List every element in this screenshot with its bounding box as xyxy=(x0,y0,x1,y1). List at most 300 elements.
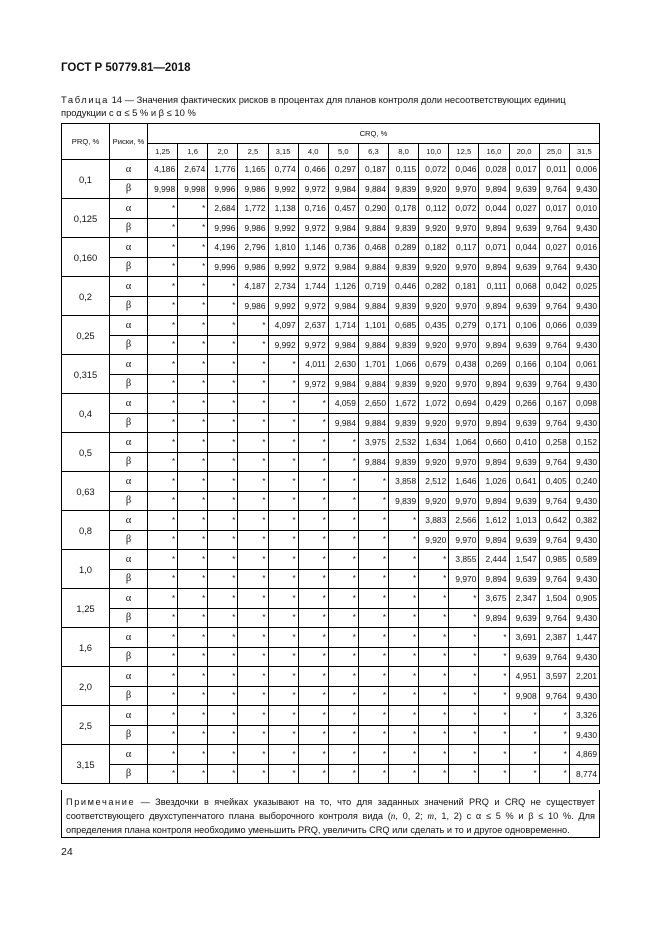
table-cell: 9,839 xyxy=(389,374,419,394)
table-cell: 9,920 xyxy=(419,491,449,511)
table-cell: 9,970 xyxy=(449,257,479,277)
table-cell: * xyxy=(208,374,238,394)
table-cell: * xyxy=(358,706,388,726)
table-cell: 9,920 xyxy=(419,335,449,355)
table-cell: 9,970 xyxy=(449,335,479,355)
table-cell: 9,992 xyxy=(268,257,298,277)
table-cell: * xyxy=(178,686,208,706)
table-cell: * xyxy=(148,764,178,784)
table-row xyxy=(62,179,600,199)
table-cell: * xyxy=(298,725,328,745)
table-cell: * xyxy=(208,745,238,765)
table-cell: * xyxy=(389,628,419,648)
table-cell: * xyxy=(148,706,178,726)
table-cell: 1,714 xyxy=(328,316,358,336)
table-cell: 2,512 xyxy=(419,472,449,492)
table-cell: 0,258 xyxy=(539,433,569,453)
table-cell: 3,975 xyxy=(358,433,388,453)
table-cell: 9,430 xyxy=(569,413,599,433)
beta-symbol: β xyxy=(110,257,148,277)
table-cell: 0,112 xyxy=(419,199,449,219)
table-cell: 0,290 xyxy=(358,199,388,219)
table-cell: * xyxy=(358,628,388,648)
table-cell: * xyxy=(238,686,268,706)
table-cell: 1,744 xyxy=(298,277,328,297)
table-cell: * xyxy=(328,569,358,589)
table-cell: * xyxy=(509,764,539,784)
table-cell: * xyxy=(389,589,419,609)
table-cell: 9,764 xyxy=(539,218,569,238)
table-cell: 0,435 xyxy=(419,316,449,336)
table-cell: * xyxy=(419,667,449,687)
table-cell: * xyxy=(208,550,238,570)
table-cell: * xyxy=(268,355,298,375)
table-cell: * xyxy=(148,199,178,219)
table-cell: * xyxy=(298,764,328,784)
table-cell: * xyxy=(148,316,178,336)
table-cell: * xyxy=(268,374,298,394)
table-cell: * xyxy=(389,569,419,589)
table-cell: * xyxy=(178,745,208,765)
table-cell: 9,970 xyxy=(449,179,479,199)
table-cell: * xyxy=(268,530,298,550)
crq-value-header: 1,25 xyxy=(148,144,178,160)
table-cell: * xyxy=(298,706,328,726)
table-cell: 0,025 xyxy=(569,277,599,297)
table-cell: 9,920 xyxy=(419,413,449,433)
table-cell: 9,764 xyxy=(539,530,569,550)
table-cell: * xyxy=(238,569,268,589)
table-cell: 4,186 xyxy=(148,160,178,180)
table-cell: 0,011 xyxy=(539,160,569,180)
table-cell: * xyxy=(328,628,358,648)
table-cell: * xyxy=(268,745,298,765)
table-cell: * xyxy=(208,569,238,589)
table-cell: 9,430 xyxy=(569,530,599,550)
table-cell: 9,639 xyxy=(509,374,539,394)
table-cell: 0,589 xyxy=(569,550,599,570)
table-cell: 9,430 xyxy=(569,374,599,394)
table-cell: 2,637 xyxy=(298,316,328,336)
table-cell: * xyxy=(389,608,419,628)
table-cell: * xyxy=(178,589,208,609)
table-cell: * xyxy=(208,764,238,784)
table-cell: 9,992 xyxy=(268,179,298,199)
table-row xyxy=(62,199,600,219)
table-cell: * xyxy=(148,335,178,355)
table-cell: 1,026 xyxy=(479,472,509,492)
table-cell: * xyxy=(178,472,208,492)
table-cell: * xyxy=(178,413,208,433)
crq-value-header: 1,6 xyxy=(178,144,208,160)
table-cell: 9,972 xyxy=(298,257,328,277)
table-cell: 0,117 xyxy=(449,238,479,258)
table-cell: 0,066 xyxy=(539,316,569,336)
table-row xyxy=(62,296,600,316)
table-cell: 9,839 xyxy=(389,218,419,238)
table-cell: 4,196 xyxy=(208,238,238,258)
table-cell: 9,894 xyxy=(479,413,509,433)
table-cell: * xyxy=(298,647,328,667)
table-cell: * xyxy=(449,647,479,667)
table-cell: 9,894 xyxy=(479,569,509,589)
crq-value-header: 5,0 xyxy=(328,144,358,160)
table-cell: * xyxy=(208,706,238,726)
table-cell: 0,010 xyxy=(569,199,599,219)
table-cell: * xyxy=(358,491,388,511)
table-cell: 9,764 xyxy=(539,374,569,394)
table-cell: * xyxy=(328,608,358,628)
table-cell: * xyxy=(389,667,419,687)
table-cell: * xyxy=(268,550,298,570)
table-cell: * xyxy=(298,530,328,550)
table-cell: * xyxy=(268,394,298,414)
table-cell: * xyxy=(298,628,328,648)
table-cell: 0,071 xyxy=(479,238,509,258)
table-cell: 0,405 xyxy=(539,472,569,492)
crq-value-header: 25,0 xyxy=(539,144,569,160)
table-cell: 1,701 xyxy=(358,355,388,375)
table-cell: 0,736 xyxy=(328,238,358,258)
table-cell: * xyxy=(238,725,268,745)
table-cell: * xyxy=(479,725,509,745)
table-cell: * xyxy=(509,706,539,726)
table-row xyxy=(62,745,600,765)
table-cell: * xyxy=(178,394,208,414)
table-cell: 9,639 xyxy=(509,647,539,667)
table-cell: * xyxy=(208,355,238,375)
crq-header: CRQ, % xyxy=(148,124,600,144)
table-cell: * xyxy=(208,589,238,609)
table-cell: 9,894 xyxy=(479,608,509,628)
table-cell: 2,566 xyxy=(449,511,479,531)
table-cell: * xyxy=(449,725,479,745)
table-cell: * xyxy=(178,550,208,570)
table-cell: * xyxy=(268,628,298,648)
table-cell: 9,884 xyxy=(358,374,388,394)
table-cell: 9,430 xyxy=(569,452,599,472)
table-cell: 0,068 xyxy=(509,277,539,297)
table-cell: * xyxy=(148,433,178,453)
table-cell: 9,894 xyxy=(479,452,509,472)
table-cell: 0,182 xyxy=(419,238,449,258)
table-cell: 9,972 xyxy=(298,179,328,199)
note-text: , 0, 2; xyxy=(395,811,428,821)
table-cell: * xyxy=(208,608,238,628)
alpha-symbol: α xyxy=(110,706,148,726)
table-cell: 9,764 xyxy=(539,179,569,199)
table-cell: 9,884 xyxy=(358,218,388,238)
table-cell: 9,430 xyxy=(569,569,599,589)
table-cell: * xyxy=(298,550,328,570)
table-cell: * xyxy=(449,745,479,765)
table-cell: * xyxy=(178,667,208,687)
table-cell: * xyxy=(298,491,328,511)
table-cell: * xyxy=(268,706,298,726)
table-cell: 0,289 xyxy=(389,238,419,258)
table-cell: 9,894 xyxy=(479,335,509,355)
table-cell: * xyxy=(419,745,449,765)
table-cell: * xyxy=(208,296,238,316)
table-cell: 4,869 xyxy=(569,745,599,765)
table-cell: * xyxy=(479,628,509,648)
table-cell: * xyxy=(238,335,268,355)
table-cell: 9,839 xyxy=(389,335,419,355)
table-cell: * xyxy=(449,764,479,784)
table-cell: 9,894 xyxy=(479,218,509,238)
table-cell: 9,972 xyxy=(298,374,328,394)
table-cell: 9,639 xyxy=(509,257,539,277)
table-cell: 0,098 xyxy=(569,394,599,414)
table-cell: 1,646 xyxy=(449,472,479,492)
table-cell: * xyxy=(238,355,268,375)
table-cell: * xyxy=(208,647,238,667)
beta-symbol: β xyxy=(110,530,148,550)
table-cell: * xyxy=(449,589,479,609)
table-cell: 9,970 xyxy=(449,374,479,394)
table-cell: * xyxy=(358,608,388,628)
table-cell: 2,674 xyxy=(178,160,208,180)
table-cell: 9,970 xyxy=(449,218,479,238)
prq-cell: 0,25 xyxy=(62,316,110,355)
table-cell: * xyxy=(208,452,238,472)
table-cell: 9,764 xyxy=(539,686,569,706)
table-cell: 1,165 xyxy=(238,160,268,180)
table-cell: * xyxy=(389,745,419,765)
table-cell: * xyxy=(539,706,569,726)
table-cell: 0,685 xyxy=(389,316,419,336)
table-cell: 9,894 xyxy=(479,530,509,550)
alpha-symbol: α xyxy=(110,277,148,297)
table-cell: * xyxy=(268,764,298,784)
table-cell: 0,027 xyxy=(509,199,539,219)
table-cell: 9,992 xyxy=(268,296,298,316)
table-cell: 2,650 xyxy=(358,394,388,414)
table-cell: * xyxy=(178,257,208,277)
table-cell: 9,764 xyxy=(539,608,569,628)
table-cell: 9,970 xyxy=(449,413,479,433)
table-cell: 9,970 xyxy=(449,452,479,472)
table-cell: * xyxy=(268,686,298,706)
table-row xyxy=(62,686,600,706)
table-cell: * xyxy=(268,589,298,609)
table-cell: 0,017 xyxy=(539,199,569,219)
table-cell: 9,884 xyxy=(358,257,388,277)
table-cell: * xyxy=(358,569,388,589)
table-cell: 4,097 xyxy=(268,316,298,336)
table-cell: * xyxy=(178,569,208,589)
table-cell: 0,106 xyxy=(509,316,539,336)
table-cell: * xyxy=(238,667,268,687)
crq-value-header: 6,3 xyxy=(358,144,388,160)
table-cell: 0,017 xyxy=(509,160,539,180)
table-cell: * xyxy=(298,608,328,628)
table-cell: 9,430 xyxy=(569,491,599,511)
table-cell: * xyxy=(148,745,178,765)
beta-symbol: β xyxy=(110,413,148,433)
table-cell: 0,716 xyxy=(298,199,328,219)
table-cell: * xyxy=(358,511,388,531)
table-cell: 2,734 xyxy=(268,277,298,297)
table-cell: 0,774 xyxy=(268,160,298,180)
table-cell: * xyxy=(238,316,268,336)
table-cell: 3,691 xyxy=(509,628,539,648)
table-cell: 9,430 xyxy=(569,179,599,199)
table-cell: * xyxy=(238,589,268,609)
table-cell: 9,764 xyxy=(539,647,569,667)
table-cell: 0,985 xyxy=(539,550,569,570)
table-cell: 9,986 xyxy=(238,257,268,277)
table-cell: 0,446 xyxy=(389,277,419,297)
alpha-symbol: α xyxy=(110,394,148,414)
table-cell: 3,855 xyxy=(449,550,479,570)
table-cell: 9,430 xyxy=(569,296,599,316)
table-cell: * xyxy=(208,277,238,297)
table-row xyxy=(62,550,600,570)
table-cell: * xyxy=(178,277,208,297)
table-cell: 9,996 xyxy=(208,218,238,238)
alpha-symbol: α xyxy=(110,511,148,531)
table-cell: 9,430 xyxy=(569,257,599,277)
table-cell: * xyxy=(208,413,238,433)
table-cell: 0,468 xyxy=(358,238,388,258)
table-cell: * xyxy=(178,511,208,531)
table-cell: * xyxy=(298,686,328,706)
table-row xyxy=(62,452,600,472)
prq-cell: 0,4 xyxy=(62,394,110,433)
table-cell: * xyxy=(238,764,268,784)
table-cell: * xyxy=(419,550,449,570)
table-cell: * xyxy=(178,491,208,511)
table-cell: * xyxy=(298,569,328,589)
table-cell: * xyxy=(148,238,178,258)
table-cell: 0,466 xyxy=(298,160,328,180)
table-cell: * xyxy=(238,374,268,394)
table-cell: 1,126 xyxy=(328,277,358,297)
table-row xyxy=(62,608,600,628)
note-var-m: m xyxy=(427,811,435,821)
table-cell: * xyxy=(479,647,509,667)
table-cell: 1,072 xyxy=(419,394,449,414)
table-cell: * xyxy=(419,725,449,745)
table-cell: * xyxy=(298,745,328,765)
table-cell: 9,998 xyxy=(178,179,208,199)
table-cell: * xyxy=(328,433,358,453)
alpha-symbol: α xyxy=(110,433,148,453)
table-cell: 8,774 xyxy=(569,764,599,784)
table-cell: * xyxy=(358,764,388,784)
beta-symbol: β xyxy=(110,491,148,511)
table-cell: * xyxy=(178,316,208,336)
table-cell: 9,839 xyxy=(389,491,419,511)
table-cell: * xyxy=(479,764,509,784)
note-text: — Звездочки в ячейках указывают на то, что для заданных значений PRQ и CRQ не существует соответствующего двухступенчатого плана выборочного контроля вида ( xyxy=(66,797,595,821)
table-cell: * xyxy=(358,686,388,706)
table-cell: 9,972 xyxy=(298,335,328,355)
table-cell: 0,152 xyxy=(569,433,599,453)
table-cell: * xyxy=(419,608,449,628)
table-row xyxy=(62,647,600,667)
table-cell: 0,046 xyxy=(449,160,479,180)
table-cell: 0,072 xyxy=(449,199,479,219)
table-cell: * xyxy=(238,706,268,726)
crq-value-header: 4,0 xyxy=(298,144,328,160)
table-cell: * xyxy=(389,511,419,531)
table-cell: * xyxy=(328,550,358,570)
crq-value-header: 10,0 xyxy=(419,144,449,160)
table-cell: 0,006 xyxy=(569,160,599,180)
table-cell: * xyxy=(208,316,238,336)
table-cell: 9,894 xyxy=(479,257,509,277)
prq-cell: 2,0 xyxy=(62,667,110,706)
table-cell: * xyxy=(328,647,358,667)
table-cell: 9,984 xyxy=(328,218,358,238)
table-cell: 9,920 xyxy=(419,452,449,472)
table-cell: * xyxy=(238,530,268,550)
table-row xyxy=(62,628,600,648)
table-row xyxy=(62,569,600,589)
table-cell: 9,884 xyxy=(358,179,388,199)
table-cell: 1,064 xyxy=(449,433,479,453)
table-cell: * xyxy=(328,491,358,511)
table-cell: 3,597 xyxy=(539,667,569,687)
table-cell: * xyxy=(208,335,238,355)
table-cell: * xyxy=(148,550,178,570)
table-cell: * xyxy=(178,452,208,472)
table-cell: 9,996 xyxy=(208,257,238,277)
table-cell: * xyxy=(268,667,298,687)
alpha-symbol: α xyxy=(110,550,148,570)
table-cell: 0,042 xyxy=(539,277,569,297)
table-cell: * xyxy=(238,491,268,511)
table-cell: 9,839 xyxy=(389,452,419,472)
table-cell: * xyxy=(268,452,298,472)
table-cell: * xyxy=(148,667,178,687)
table-cell: * xyxy=(298,452,328,472)
table-cell: * xyxy=(148,472,178,492)
table-cell: * xyxy=(148,589,178,609)
table-cell: 9,764 xyxy=(539,296,569,316)
prq-cell: 0,5 xyxy=(62,433,110,472)
table-cell: 9,884 xyxy=(358,413,388,433)
table-cell: * xyxy=(178,374,208,394)
risk-header: Риски, % xyxy=(110,124,148,160)
table-cell: 1,810 xyxy=(268,238,298,258)
table-cell: * xyxy=(449,686,479,706)
table-cell: * xyxy=(539,745,569,765)
table-cell: 9,839 xyxy=(389,179,419,199)
beta-symbol: β xyxy=(110,179,148,199)
table-cell: 0,905 xyxy=(569,589,599,609)
crq-value-header: 31,5 xyxy=(569,144,599,160)
table-cell: * xyxy=(238,433,268,453)
table-cell: * xyxy=(509,745,539,765)
table-cell: * xyxy=(148,686,178,706)
table-cell: * xyxy=(268,511,298,531)
table-cell: * xyxy=(328,667,358,687)
alpha-symbol: α xyxy=(110,472,148,492)
risk-table xyxy=(61,123,600,784)
table-cell: * xyxy=(208,511,238,531)
table-cell: 0,181 xyxy=(449,277,479,297)
table-cell: 0,641 xyxy=(509,472,539,492)
prq-cell: 0,2 xyxy=(62,277,110,316)
note-text: , 1, 2) с α ≤ 5 % и β ≤ 10 %. Для определения плана контроля необходимо уменьшить PRQ, увеличить CRQ или сделать и то и другое одновременно. xyxy=(66,811,595,835)
table-cell: * xyxy=(358,550,388,570)
table-cell: 9,764 xyxy=(539,335,569,355)
beta-symbol: β xyxy=(110,569,148,589)
table-cell: 3,675 xyxy=(479,589,509,609)
